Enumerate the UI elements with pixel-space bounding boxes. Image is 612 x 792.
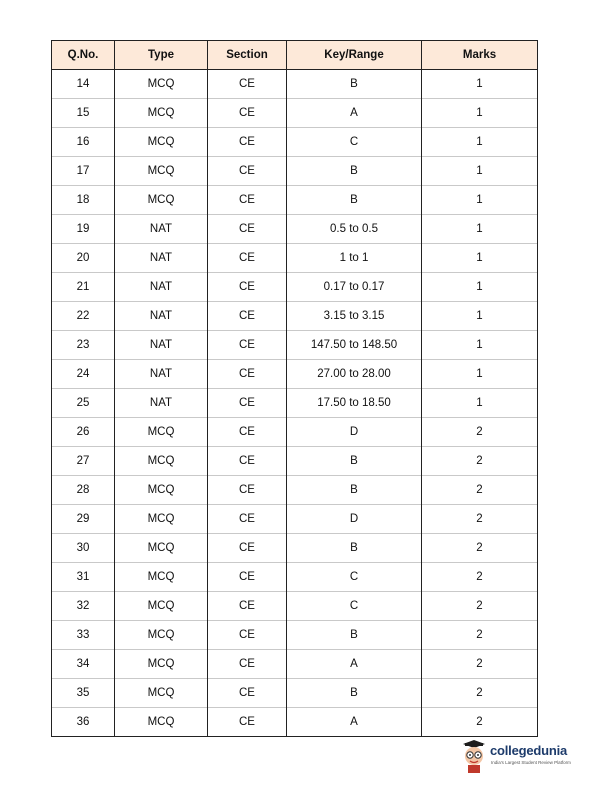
cell-type: NAT [115, 244, 208, 273]
cell-section: CE [208, 70, 287, 99]
table-row [52, 331, 538, 360]
table-row [52, 708, 538, 737]
cell-marks: 2 [422, 563, 538, 592]
cell-section: CE [208, 389, 287, 418]
table-row [52, 128, 538, 157]
cell-key-range: B [287, 621, 422, 650]
cell-marks: 1 [422, 99, 538, 128]
cell-key-range: A [287, 99, 422, 128]
cell-type: MCQ [115, 505, 208, 534]
cell-key-range: B [287, 679, 422, 708]
cell-type: MCQ [115, 70, 208, 99]
table-row [52, 592, 538, 621]
cell-type: NAT [115, 331, 208, 360]
table-row [52, 679, 538, 708]
cell-type: NAT [115, 302, 208, 331]
table-row [52, 157, 538, 186]
cell-key-range: B [287, 157, 422, 186]
collegedunia-logo [460, 740, 590, 776]
cell-key-range: 17.50 to 18.50 [287, 389, 422, 418]
cell-type: MCQ [115, 476, 208, 505]
cell-marks: 1 [422, 360, 538, 389]
cell-type: NAT [115, 215, 208, 244]
cell-qno: 23 [52, 331, 115, 360]
cell-qno: 34 [52, 650, 115, 679]
table-row [52, 476, 538, 505]
cell-section: CE [208, 418, 287, 447]
cell-section: CE [208, 708, 287, 737]
cell-marks: 2 [422, 534, 538, 563]
cell-type: MCQ [115, 621, 208, 650]
cell-qno: 21 [52, 273, 115, 302]
cell-type: MCQ [115, 157, 208, 186]
cell-type: MCQ [115, 186, 208, 215]
cell-key-range: B [287, 186, 422, 215]
cell-type: NAT [115, 360, 208, 389]
cell-qno: 16 [52, 128, 115, 157]
cell-marks: 1 [422, 389, 538, 418]
cell-qno: 26 [52, 418, 115, 447]
cell-marks: 2 [422, 447, 538, 476]
cell-section: CE [208, 186, 287, 215]
table-row [52, 447, 538, 476]
cell-qno: 25 [52, 389, 115, 418]
table-row [52, 505, 538, 534]
table-row [52, 215, 538, 244]
cell-section: CE [208, 244, 287, 273]
cell-marks: 1 [422, 331, 538, 360]
cell-section: CE [208, 476, 287, 505]
cell-marks: 2 [422, 418, 538, 447]
cell-key-range: 3.15 to 3.15 [287, 302, 422, 331]
cell-section: CE [208, 128, 287, 157]
cell-marks: 1 [422, 215, 538, 244]
cell-marks: 2 [422, 679, 538, 708]
cell-qno: 15 [52, 99, 115, 128]
cell-qno: 20 [52, 244, 115, 273]
cell-qno: 24 [52, 360, 115, 389]
cell-key-range: 147.50 to 148.50 [287, 331, 422, 360]
table-row [52, 360, 538, 389]
table-row [52, 650, 538, 679]
table-row [52, 244, 538, 273]
cell-qno: 27 [52, 447, 115, 476]
cell-type: MCQ [115, 128, 208, 157]
cell-marks: 1 [422, 273, 538, 302]
cell-key-range: B [287, 447, 422, 476]
cell-marks: 2 [422, 650, 538, 679]
answer-key-table [51, 40, 538, 737]
table-row [52, 389, 538, 418]
cell-key-range: A [287, 650, 422, 679]
cell-type: MCQ [115, 708, 208, 737]
cell-section: CE [208, 505, 287, 534]
cell-section: CE [208, 302, 287, 331]
header-type: Type [115, 41, 208, 70]
cell-type: MCQ [115, 592, 208, 621]
cell-section: CE [208, 157, 287, 186]
cell-marks: 2 [422, 592, 538, 621]
cell-key-range: C [287, 563, 422, 592]
cell-qno: 31 [52, 563, 115, 592]
logo-brand: collegedunia [490, 743, 568, 758]
cell-type: MCQ [115, 418, 208, 447]
cell-type: MCQ [115, 447, 208, 476]
cell-section: CE [208, 592, 287, 621]
cell-section: CE [208, 99, 287, 128]
cell-marks: 1 [422, 128, 538, 157]
cell-section: CE [208, 331, 287, 360]
cell-type: NAT [115, 389, 208, 418]
cell-qno: 22 [52, 302, 115, 331]
header-marks: Marks [422, 41, 538, 70]
table-row [52, 99, 538, 128]
cell-marks: 2 [422, 505, 538, 534]
cell-marks: 1 [422, 302, 538, 331]
table-row [52, 70, 538, 99]
cell-type: MCQ [115, 650, 208, 679]
cell-key-range: B [287, 534, 422, 563]
cell-key-range: 1 to 1 [287, 244, 422, 273]
cell-qno: 35 [52, 679, 115, 708]
cell-qno: 36 [52, 708, 115, 737]
cell-qno: 18 [52, 186, 115, 215]
header-qno: Q.No. [52, 41, 115, 70]
cell-section: CE [208, 563, 287, 592]
cell-section: CE [208, 650, 287, 679]
cell-section: CE [208, 215, 287, 244]
cell-marks: 1 [422, 244, 538, 273]
cell-key-range: 0.5 to 0.5 [287, 215, 422, 244]
cell-key-range: A [287, 708, 422, 737]
cell-marks: 1 [422, 157, 538, 186]
cell-qno: 28 [52, 476, 115, 505]
cell-key-range: C [287, 128, 422, 157]
table-header-row [52, 41, 538, 70]
cell-type: MCQ [115, 534, 208, 563]
cell-section: CE [208, 679, 287, 708]
cell-type: MCQ [115, 679, 208, 708]
cell-section: CE [208, 447, 287, 476]
cell-key-range: D [287, 505, 422, 534]
cell-marks: 2 [422, 708, 538, 737]
cell-qno: 14 [52, 70, 115, 99]
header-key-range: Key/Range [287, 41, 422, 70]
table-row [52, 563, 538, 592]
mascot-icon [460, 740, 488, 774]
cell-marks: 1 [422, 70, 538, 99]
cell-section: CE [208, 534, 287, 563]
table-row [52, 534, 538, 563]
cell-qno: 30 [52, 534, 115, 563]
logo-tagline: India's Largest Student Review Platform [491, 760, 571, 765]
cell-key-range: D [287, 418, 422, 447]
header-section: Section [208, 41, 287, 70]
cell-marks: 2 [422, 621, 538, 650]
cell-qno: 32 [52, 592, 115, 621]
cell-type: MCQ [115, 563, 208, 592]
cell-key-range: C [287, 592, 422, 621]
cell-qno: 17 [52, 157, 115, 186]
cell-qno: 33 [52, 621, 115, 650]
table-row [52, 621, 538, 650]
cell-marks: 1 [422, 186, 538, 215]
cell-qno: 29 [52, 505, 115, 534]
cell-marks: 2 [422, 476, 538, 505]
cell-section: CE [208, 621, 287, 650]
table-row [52, 273, 538, 302]
table-row [52, 186, 538, 215]
table-row [52, 418, 538, 447]
cell-type: NAT [115, 273, 208, 302]
cell-key-range: B [287, 70, 422, 99]
cell-key-range: B [287, 476, 422, 505]
cell-type: MCQ [115, 99, 208, 128]
cell-qno: 19 [52, 215, 115, 244]
cell-key-range: 27.00 to 28.00 [287, 360, 422, 389]
table-row [52, 302, 538, 331]
cell-section: CE [208, 273, 287, 302]
cell-key-range: 0.17 to 0.17 [287, 273, 422, 302]
cell-section: CE [208, 360, 287, 389]
